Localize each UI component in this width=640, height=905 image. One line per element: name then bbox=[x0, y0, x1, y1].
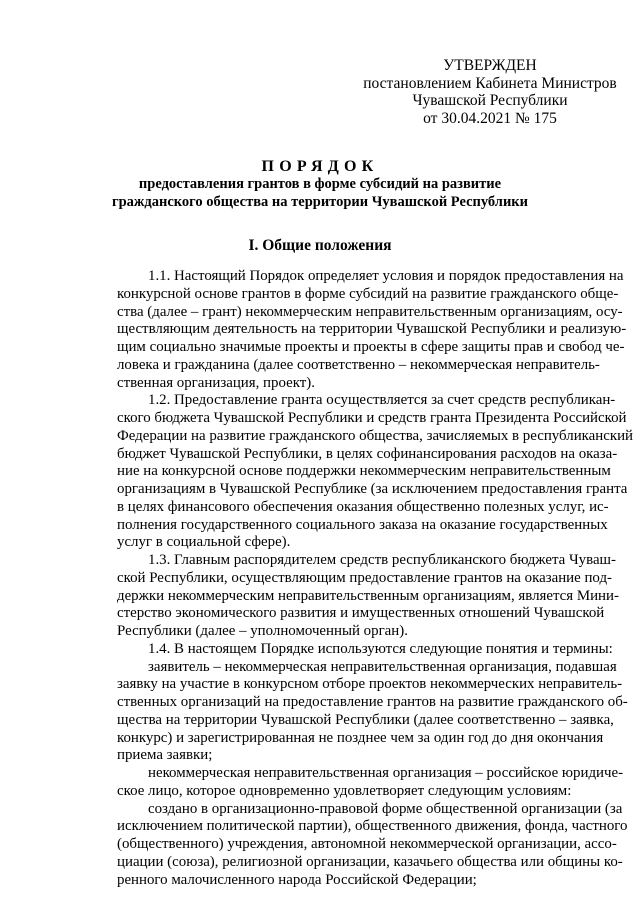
paragraph bbox=[117, 800, 628, 890]
paragraph-line: бюджет Чувашской Республики, в целях софинансирования расходов на оказа- bbox=[117, 445, 618, 462]
paragraph-line: щим социально значимые проекты и проекты в сфере защиты прав и свобод че- bbox=[117, 339, 625, 355]
paragraph-line: щества на территории Чувашской Республики (далее соответственно – заявка, bbox=[117, 711, 614, 728]
paragraph-line: приема заявки; bbox=[117, 747, 213, 764]
paragraph-line: Республики (далее – уполномоченный орган). bbox=[117, 623, 408, 639]
paragraph-line: услуг в социальной сфере). bbox=[117, 534, 291, 551]
paragraph-line: Федерации на развитие гражданского общества, зачисляемых в республиканский bbox=[117, 427, 634, 444]
paragraph-line: создано в организационно-правовой форме общественной организации (за bbox=[148, 800, 623, 817]
paragraph-line: ства (далее – грант) некоммерческим неправительственным организациям, осу- bbox=[117, 303, 623, 320]
approval-block bbox=[360, 57, 620, 127]
approval-line: постановлением Кабинета Министров bbox=[363, 74, 617, 92]
paragraph-line: 1.4. В настоящем Порядке используются следующие понятия и термины: bbox=[148, 640, 613, 657]
document-subtitle bbox=[80, 175, 560, 211]
subtitle-line: гражданского общества на территории Чувашской Республики bbox=[111, 194, 529, 210]
paragraph-line: заявку на участие в конкурсном отборе проектов некоммерческих неправитель- bbox=[117, 676, 623, 693]
paragraph bbox=[117, 552, 619, 641]
paragraph bbox=[117, 658, 628, 766]
approval-line: Чувашской Республики bbox=[412, 92, 568, 110]
paragraph-line: исключением политической партии), общественного движения, фонда, частного bbox=[117, 818, 628, 835]
document-title: ПОРЯДОК bbox=[261, 158, 379, 175]
paragraph-line: 1.3. Главным распорядителем средств республиканского бюджета Чуваш- bbox=[148, 552, 616, 568]
paragraph bbox=[117, 268, 627, 392]
paragraph-line: (общественного) учреждения, автономной некоммерческой организации, ассо- bbox=[117, 836, 617, 852]
subtitle-line: предоставления грантов в форме субсидий на развитие bbox=[138, 176, 502, 192]
paragraph-line: ществляющим деятельность на территории Чувашской Республики и реализую- bbox=[117, 321, 627, 338]
paragraph-line: некоммерческая неправительственная организация – российское юридиче- bbox=[148, 765, 624, 781]
paragraph-line: ние на конкурсной основе поддержки некоммерческим неправительственным bbox=[117, 463, 611, 480]
paragraph-line: 1.2. Предоставление гранта осуществляется за счет средств республикан- bbox=[148, 392, 616, 409]
paragraph-line: ской Республики, осуществляющим предоставление грантов на оказание под- bbox=[117, 569, 612, 586]
paragraph-line: циации (союза), религиозной организации, казачьего общества или общины ко- bbox=[117, 853, 623, 870]
paragraph-line: держки некоммерческим неправительственным организациям, является Мини- bbox=[117, 587, 619, 604]
paragraph-line: ского бюджета Чувашской Республики и средств гранта Президента Российской bbox=[117, 410, 627, 426]
document-body bbox=[117, 268, 634, 889]
section-heading: I. Общие положения bbox=[248, 237, 392, 254]
paragraph-line: заявитель – некоммерческая неправительственная организация, подавшая bbox=[148, 658, 617, 675]
paragraph-line: полнения государственного социального заказа на оказание государственных bbox=[117, 516, 608, 533]
paragraph bbox=[117, 392, 634, 552]
paragraph bbox=[117, 640, 613, 659]
paragraph-line: ственная организация, проект). bbox=[117, 374, 315, 391]
paragraph-line: конкурс) и зарегистрированная не позднее чем за один год до дня окончания bbox=[117, 729, 604, 746]
paragraph-line: в целях финансового обеспечения оказания общественно полезных услуг, ис- bbox=[117, 498, 609, 515]
paragraph-line: ренного малочисленного народа Российской Федерации; bbox=[117, 871, 477, 888]
approval-line: УТВЕРЖДЕН bbox=[443, 57, 537, 74]
paragraph-line: организациям в Чувашской Республике (за исключением предоставления гранта bbox=[117, 481, 628, 497]
paragraph-line: ское лицо, которое одновременно удовлетворяет следующим условиям: bbox=[117, 782, 572, 799]
paragraph bbox=[117, 765, 624, 801]
approval-line: от 30.04.2021 № 175 bbox=[423, 109, 557, 127]
paragraph-line: 1.1. Настоящий Порядок определяет условия и порядок предоставления на bbox=[148, 268, 624, 284]
paragraph-line: ственных организаций на предоставление грантов на развитие гражданского об- bbox=[117, 694, 628, 710]
paragraph-line: ловека и гражданина (далее соответственно – некоммерческая неправитель- bbox=[117, 356, 600, 373]
paragraph-line: конкурсной основе грантов в форме субсидий на развитие гражданского обще- bbox=[117, 285, 619, 302]
paragraph-line: стерство экономического развития и имущественных отношений Чувашской bbox=[117, 605, 605, 622]
